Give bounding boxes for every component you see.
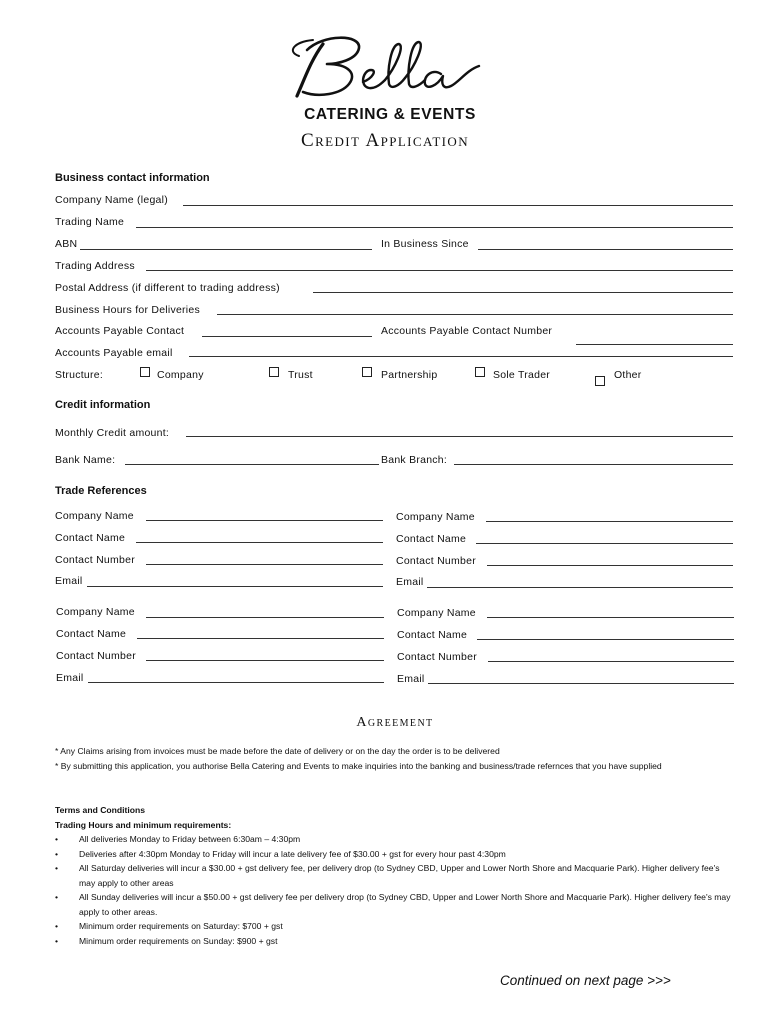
ref1-email-field[interactable] <box>87 586 383 587</box>
terms-item: • All Saturday deliveries will incur a $30.00 + gst delivery fee, per delivery drop (to Sydney CBD, Upper and Lower North Shore and Macquarie Park). Higher delivery fee's may apply to other areas <box>55 863 720 888</box>
abn-label: ABN <box>55 238 78 250</box>
postal-address-field[interactable] <box>313 292 733 293</box>
company-name-field[interactable] <box>183 205 733 206</box>
ref3-company-name-field[interactable] <box>146 617 384 618</box>
terms-item: • Minimum order requirements on Sunday: $900 + gst <box>55 934 745 949</box>
structure-other-label: Other <box>614 369 642 381</box>
logo-subtitle: CATERING & EVENTS <box>304 106 476 123</box>
terms-item: • Minimum order requirements on Saturday: $700 + gst <box>55 919 745 934</box>
ref1-contact-number-label: Contact Number <box>55 554 135 566</box>
ref2-email-field[interactable] <box>427 587 733 588</box>
credit-section-heading: Credit information <box>55 399 151 411</box>
terms-item: • All Sunday deliveries will incur a $50.00 + gst delivery fee per delivery drop (to Sydney CBD, Upper and Lower North Shore and Macquarie Park). Higher delivery fee's may apply to other areas. <box>55 892 731 917</box>
ap-contact-number-label: Accounts Payable Contact Number <box>381 325 553 337</box>
ref2-contact-name-field[interactable] <box>476 543 733 544</box>
bullet-icon: • <box>55 863 59 873</box>
ref1-email-label: Email <box>55 575 83 587</box>
structure-company-checkbox[interactable] <box>140 367 150 377</box>
ref4-company-name-field[interactable] <box>487 617 734 618</box>
page-title: Credit Application <box>301 130 469 151</box>
ref4-company-name-label: Company Name <box>397 607 476 619</box>
monthly-credit-label: Monthly Credit amount: <box>55 427 170 439</box>
abn-field[interactable] <box>80 249 372 250</box>
structure-sole-trader-checkbox[interactable] <box>475 367 485 377</box>
terms-item: • Deliveries after 4:30pm Monday to Friday will incur a late delivery fee of $30.00 + gst for every hour past 4:30pm <box>55 847 745 862</box>
ap-contact-field[interactable] <box>202 336 372 337</box>
ref2-company-name-field[interactable] <box>486 521 733 522</box>
trading-name-field[interactable] <box>136 227 733 228</box>
ref4-email-field[interactable] <box>428 683 734 684</box>
ref3-email-field[interactable] <box>88 682 384 683</box>
ref1-contact-name-label: Contact Name <box>55 532 126 544</box>
bullet-icon: • <box>55 921 59 931</box>
terms-subheading: Trading Hours and minimum requirements: <box>55 819 232 830</box>
structure-partnership-checkbox[interactable] <box>362 367 372 377</box>
ref4-contact-number-label: Contact Number <box>397 651 477 663</box>
ref3-contact-number-label: Contact Number <box>56 650 136 662</box>
structure-partnership-label: Partnership <box>381 369 438 381</box>
ref2-email-label: Email <box>396 576 424 588</box>
ref3-contact-name-label: Contact Name <box>56 628 127 640</box>
agreement-heading: Agreement <box>356 715 434 730</box>
bank-branch-label: Bank Branch: <box>381 454 448 466</box>
terms-item: • All deliveries Monday to Friday between 6:30am – 4:30pm <box>55 832 745 847</box>
bella-logo-script-icon <box>283 30 488 106</box>
references-section-heading: Trade References <box>55 485 147 497</box>
company-name-label: Company Name (legal) <box>55 194 168 206</box>
structure-trust-checkbox[interactable] <box>269 367 279 377</box>
agreement-note-1: * Any Claims arising from invoices must be made before the date of delivery or on the day the order is to be delivered <box>55 746 500 756</box>
trading-name-label: Trading Name <box>55 216 125 228</box>
business-section-heading: Business contact information <box>55 172 210 184</box>
structure-label: Structure: <box>55 369 104 381</box>
ref4-email-label: Email <box>397 673 425 685</box>
bullet-icon: • <box>55 848 59 859</box>
in-business-since-field[interactable] <box>478 249 733 250</box>
postal-address-label: Postal Address (if different to trading address) <box>55 282 280 294</box>
business-hours-label: Business Hours for Deliveries <box>55 304 200 316</box>
agreement-note-2: * By submitting this application, you authorise Bella Catering and Events to make inquiries into the banking and business/trade refernces that you have supplied <box>55 761 662 771</box>
ref1-contact-number-field[interactable] <box>146 564 383 565</box>
in-business-since-label: In Business Since <box>381 238 469 250</box>
bullet-icon: • <box>55 834 59 844</box>
bank-name-field[interactable] <box>125 464 379 465</box>
ref3-email-label: Email <box>56 672 84 684</box>
ref4-contact-number-field[interactable] <box>488 661 734 662</box>
continued-next-page: Continued on next page >>> <box>500 973 671 988</box>
terms-list <box>55 832 745 948</box>
ref2-contact-number-label: Contact Number <box>396 555 476 567</box>
bella-logo <box>283 30 488 106</box>
trading-address-field[interactable] <box>146 270 733 271</box>
terms-heading: Terms and Conditions <box>55 805 146 815</box>
terms-block <box>55 803 745 948</box>
bullet-icon: • <box>55 892 59 902</box>
ap-contact-label: Accounts Payable Contact <box>55 325 185 337</box>
structure-trust-label: Trust <box>288 369 313 381</box>
ref1-company-name-field[interactable] <box>146 520 383 521</box>
ref2-contact-number-field[interactable] <box>487 565 733 566</box>
ap-email-label: Accounts Payable email <box>55 347 173 359</box>
structure-other-checkbox[interactable] <box>595 376 605 386</box>
ref3-company-name-label: Company Name <box>56 606 135 618</box>
ref4-contact-name-field[interactable] <box>477 639 734 640</box>
ap-contact-number-field[interactable] <box>576 344 733 345</box>
ref4-contact-name-label: Contact Name <box>397 629 468 641</box>
ref2-contact-name-label: Contact Name <box>396 533 467 545</box>
business-hours-field[interactable] <box>217 314 733 315</box>
ref1-company-name-label: Company Name <box>55 510 134 522</box>
bank-branch-field[interactable] <box>454 464 733 465</box>
ref1-contact-name-field[interactable] <box>136 542 383 543</box>
ref3-contact-name-field[interactable] <box>137 638 384 639</box>
ref2-company-name-label: Company Name <box>396 511 475 523</box>
monthly-credit-field[interactable] <box>186 436 733 437</box>
ap-email-field[interactable] <box>189 356 733 357</box>
bullet-icon: • <box>55 935 59 946</box>
trading-address-label: Trading Address <box>55 260 135 272</box>
ref3-contact-number-field[interactable] <box>146 660 384 661</box>
bank-name-label: Bank Name: <box>55 454 116 466</box>
structure-sole-trader-label: Sole Trader <box>493 369 551 381</box>
structure-company-label: Company <box>157 369 204 381</box>
